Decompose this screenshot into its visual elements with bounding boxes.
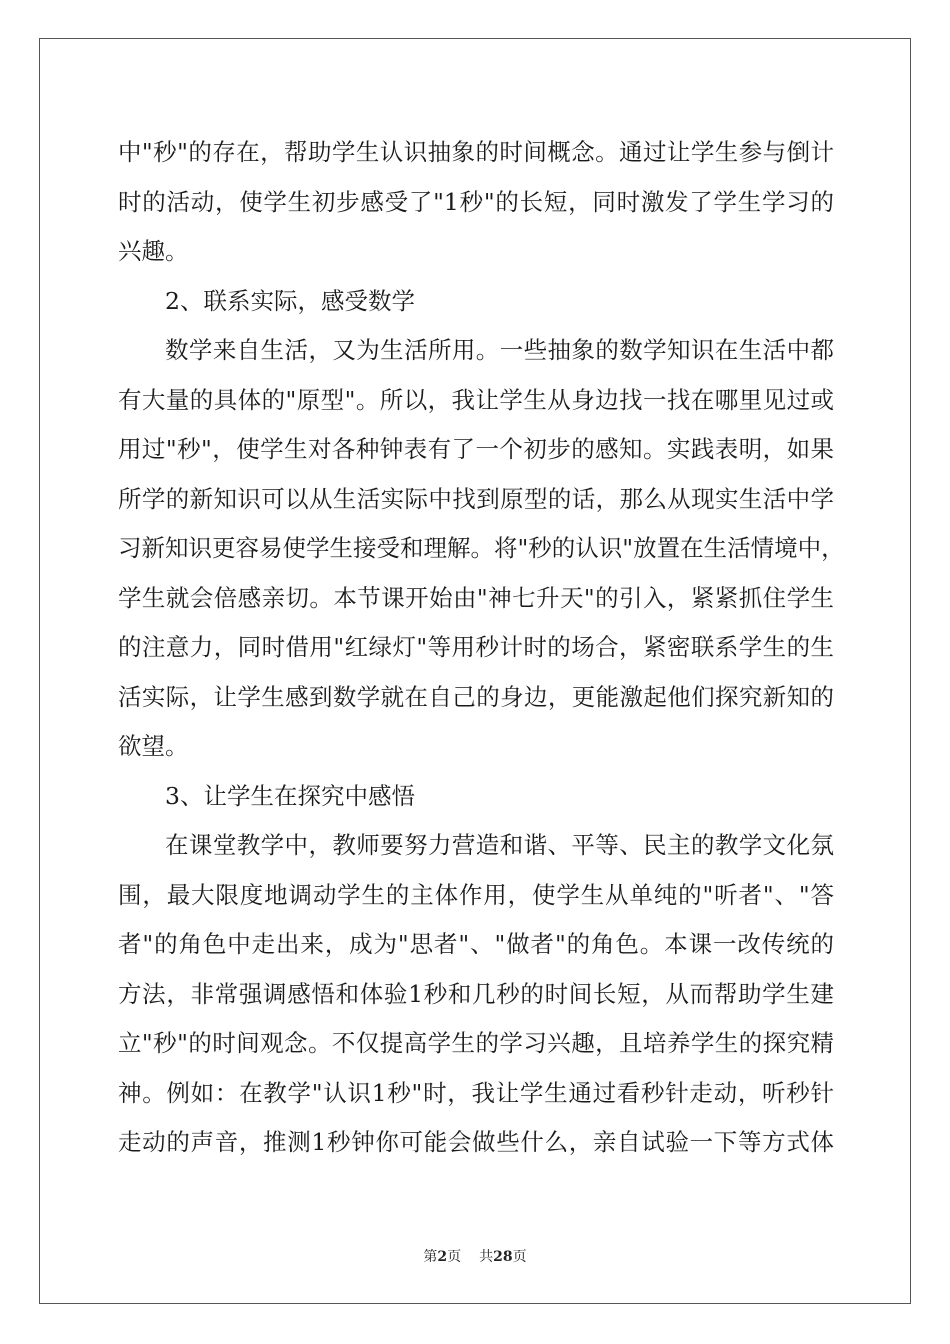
- text-line: 所学的新知识可以从生活实际中找到原型的话，那么从现实生活中学: [118, 484, 834, 513]
- total-prefix: 共: [479, 1249, 494, 1265]
- body-text: [118, 128, 845, 1168]
- page-suffix: 页: [447, 1249, 462, 1265]
- text-line: 用过"秒"，使学生对各种钟表有了一个初步的感知。实践表明，如果: [118, 435, 834, 463]
- text-line: 习新知识更容易使学生接受和理解。将"秒的认识"放置在生活情境中，: [118, 534, 845, 562]
- text-line: 方法，非常强调感悟和体验1秒和几秒的时间长短，从而帮助学生建: [118, 979, 834, 1008]
- section-heading: 2、联系实际，感受数学: [165, 286, 415, 315]
- total-suffix: 页: [512, 1249, 527, 1265]
- text-line: 神。例如：在教学"认识1秒"时，我让学生通过看秒针走动，听秒针: [118, 1078, 834, 1107]
- text-line: 的注意力，同时借用"红绿灯"等用秒计时的场合，紧密联系学生的生: [118, 633, 834, 661]
- text-line: 活实际，让学生感到数学就在自己的身边，更能激起他们探究新知的: [118, 682, 834, 711]
- page-total: 28: [493, 1249, 513, 1265]
- page-prefix: 第: [423, 1249, 438, 1265]
- text-line: 兴趣。: [118, 237, 189, 265]
- text-line: 学生就会倍感亲切。本节课开始由"神七升天"的引入，紧紧抓住学生: [118, 583, 834, 612]
- text-line: 时的活动，使学生初步感受了"1秒"的长短，同时激发了学生学习的: [118, 187, 834, 216]
- page-current: 2: [437, 1249, 448, 1265]
- text-line: 在课堂教学中，教师要努力营造和谐、平等、民主的教学文化氛: [165, 831, 834, 859]
- section-heading: 3、让学生在探究中感悟: [165, 781, 415, 810]
- text-line: 有大量的具体的"原型"。所以，我让学生从身边找一找在哪里见过或: [118, 385, 834, 414]
- text-line: 数学来自生活，又为生活所用。一些抽象的数学知识在生活中都: [165, 336, 834, 364]
- text-line: 欲望。: [118, 732, 189, 760]
- text-line: 围，最大限度地调动学生的主体作用，使学生从单纯的"听者"、"答: [118, 880, 834, 909]
- text-line: 中"秒"的存在，帮助学生认识抽象的时间概念。通过让学生参与倒计: [118, 138, 834, 166]
- text-line: 者"的角色中走出来，成为"思者"、"做者"的角色。本课一改传统的: [118, 930, 834, 958]
- page-footer: [0, 1246, 950, 1266]
- text-line: 立"秒"的时间观念。不仅提高学生的学习兴趣，且培养学生的探究精: [118, 1029, 834, 1057]
- text-line: 走动的声音，推测1秒钟你可能会做些什么，亲自试验一下等方式体: [118, 1128, 834, 1156]
